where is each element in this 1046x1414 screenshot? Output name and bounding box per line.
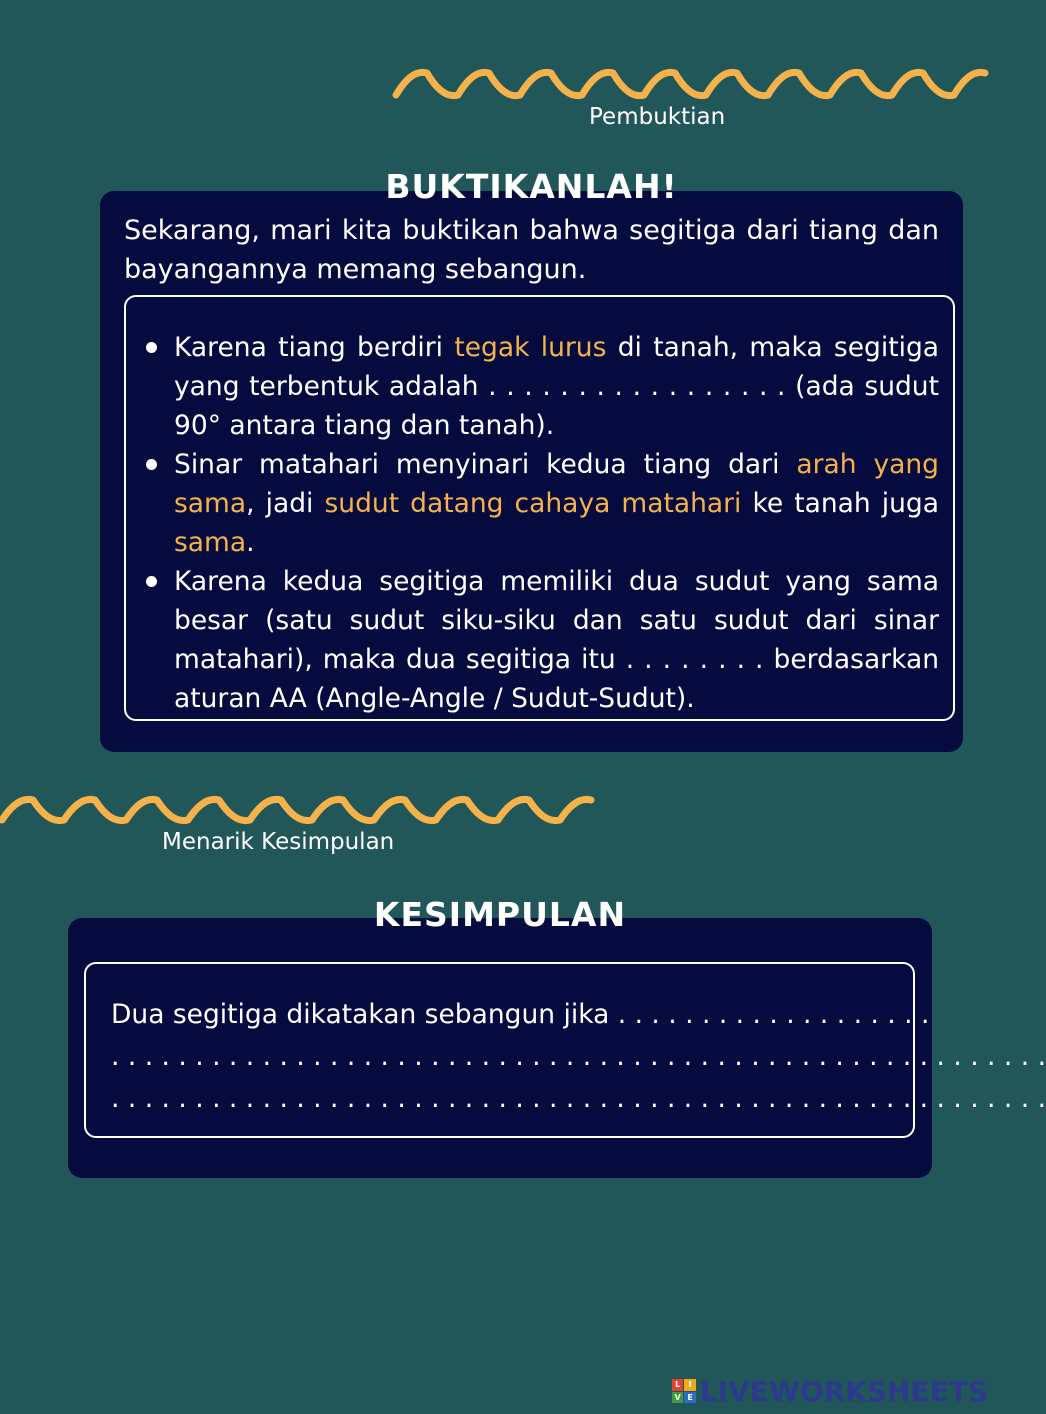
proof-statement-2: Sinar matahari menyinari kedua tiang dari arah yang sama, jadi sudut datang cahaya matahari ke tanah juga sama. [144,445,939,562]
proof-intro-text: Sekarang, mari kita buktikan bahwa segitiga dari tiang dan bayangannya memang sebangun. [124,215,939,285]
highlight-arah-yang-sama: arah yang sama [174,449,939,519]
proof-statements-box [124,295,955,721]
liveworksheets-brand[interactable] [672,1376,988,1406]
section-label-menarik-kesimpulan: Menarik Kesimpulan [162,829,395,855]
conclusion-line-2: . . . . . . . . . . . . . . . . . . . . . . . . . . . . . . . . . . . . . . . . . . . . . . . . . . . . . . . . [111,1041,1046,1072]
zigzag-decoration-middle [0,791,624,829]
bullet-icon [146,576,157,587]
highlight-tegak-lurus: tegak lurus [454,332,607,363]
conclusion-panel [68,895,1046,1178]
conclusion-answer-box[interactable] [84,962,1046,1138]
proof-panel [100,167,963,752]
highlight-sama: sama [174,527,247,558]
conclusion-title: KESIMPULAN [373,895,627,934]
conclusion-text [111,994,1046,1120]
bullet-icon [146,459,157,470]
bullet-icon [146,342,157,353]
conclusion-line-3: . . . . . . . . . . . . . . . . . . . . . . . . . . . . . . . . . . . . . . . . . . . . . . . . . . . . . . . . [111,1083,1046,1114]
liveworksheets-wordmark: LIVEWORKSHEETS [699,1374,988,1408]
proof-statement-3: Karena kedua segitiga memiliki dua sudut yang sama besar (satu sudut siku-siku dan satu sudut dari sinar matahari), maka dua segitiga itu . . . . . . . . berdasarkan aturan AA (Angle-Angle / Sudut-Sudut). [144,562,939,718]
proof-statement-list [144,328,939,718]
section-label-pembuktian: Pembuktian [589,104,726,130]
highlight-sudut-datang: sudut datang cahaya matahari [324,488,742,519]
zigzag-decoration-top [392,62,1000,106]
proof-title: BUKTIKANLAH! [385,167,678,206]
conclusion-line-1: Dua segitiga dikatakan sebangun jika . . . . . . . . . . . . . . . . . . . [111,999,930,1030]
proof-statement-1: Karena tiang berdiri tegak lurus di tanah, maka segitiga yang terbentuk adalah . . . . . . . . . . . . . . . . . (ada sudut 90° antara tiang dan tanah). [144,328,939,445]
liveworksheets-logo-icon: L I V E [672,1379,696,1403]
